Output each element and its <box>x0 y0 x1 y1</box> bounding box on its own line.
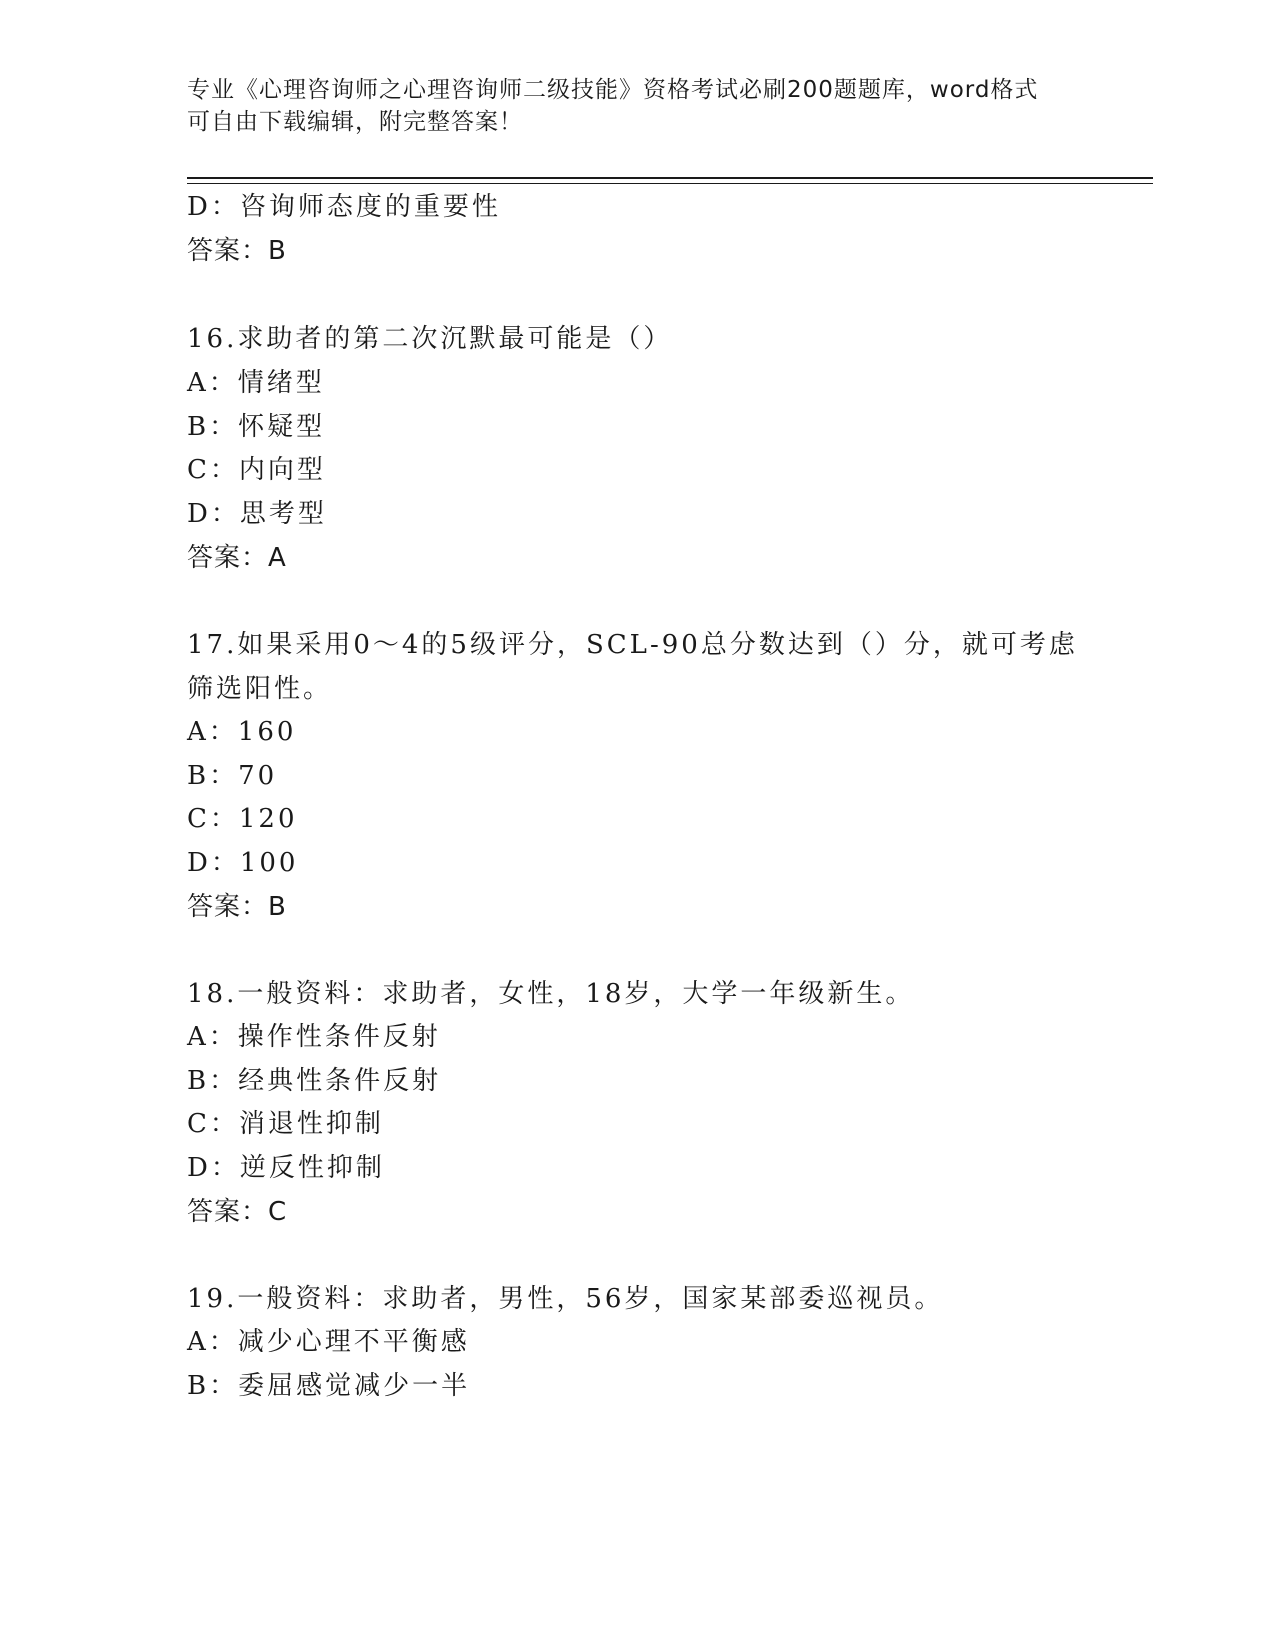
question-19-option-b: B：委屈感觉减少一半 <box>187 1371 471 1401</box>
question-16-option-c: C：内向型 <box>187 455 326 485</box>
question-17-option-d: D：100 <box>187 848 299 878</box>
question-18-option-b: B：经典性条件反射 <box>187 1066 442 1096</box>
question-18-option-c: C：消退性抑制 <box>187 1109 384 1139</box>
question-16-option-b: B：怀疑型 <box>187 412 326 442</box>
header-divider-thick <box>187 177 1153 179</box>
question-17-stem-line-1: 17.如果采用0～4的5级评分，SCL-90总分数达到（）分，就可考虑 <box>187 630 1078 660</box>
question-17-option-b: B：70 <box>187 761 278 791</box>
question-16-option-d: D：思考型 <box>187 499 327 529</box>
header-divider-thin <box>187 183 1153 184</box>
question-16-option-a: A：情绪型 <box>187 368 325 398</box>
question-18-option-a: A：操作性条件反射 <box>187 1022 441 1052</box>
question-16-stem: 16.求助者的第二次沉默最可能是（） <box>187 324 673 354</box>
question-18-option-d: D：逆反性抑制 <box>187 1153 385 1183</box>
carryover-option-d: D：咨询师态度的重要性 <box>187 192 501 222</box>
question-19-stem: 19.一般资料：求助者，男性，56岁，国家某部委巡视员。 <box>187 1284 944 1314</box>
question-17-stem-line-2: 筛选阳性。 <box>187 674 333 704</box>
carryover-answer: 答案：B <box>187 236 287 266</box>
question-16-answer: 答案：A <box>187 543 287 573</box>
question-17-option-a: A：160 <box>187 717 297 747</box>
header-title-line-2: 可自由下载编辑，附完整答案！ <box>187 109 523 135</box>
question-18-answer: 答案：C <box>187 1197 288 1227</box>
question-18-stem: 18.一般资料：求助者，女性，18岁，大学一年级新生。 <box>187 979 915 1009</box>
question-19-option-a: A：减少心理不平衡感 <box>187 1327 470 1357</box>
question-17-answer: 答案：B <box>187 892 287 922</box>
question-17-option-c: C：120 <box>187 804 298 834</box>
header-title-line-1: 专业《心理咨询师之心理咨询师二级技能》资格考试必刷200题题库，word格式 <box>187 77 1039 103</box>
document-header <box>187 74 1067 138</box>
